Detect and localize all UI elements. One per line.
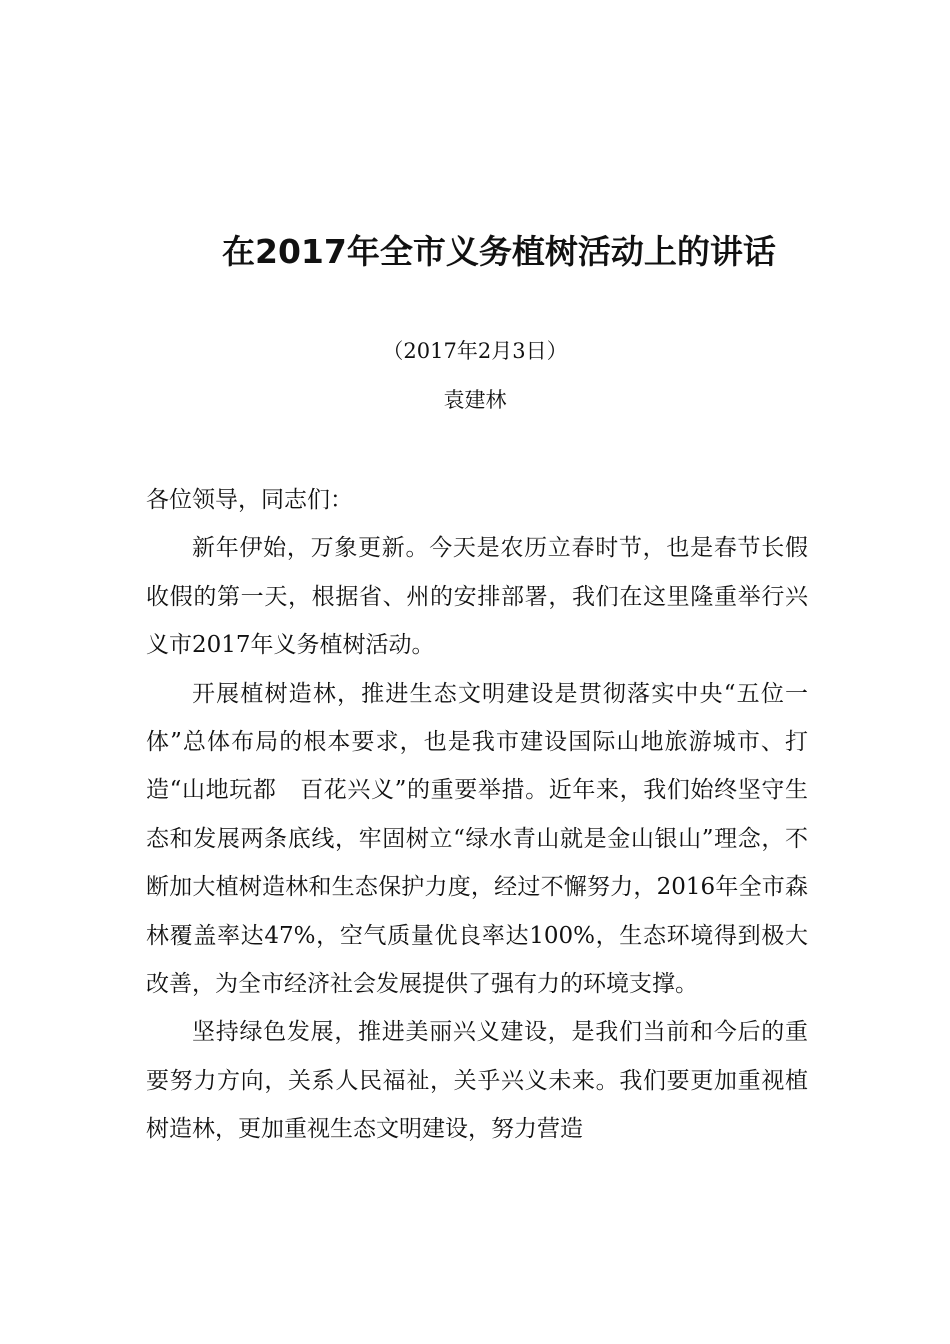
speech-author: 袁建林 — [443, 388, 507, 412]
speech-body — [146, 476, 808, 1154]
paragraph-3: 坚持绿色发展，推进美丽兴义建设，是我们当前和今后的重要努力方向，关系人民福祉，关乎兴义未来。我们要更加重视植树造林，更加重视生态文明建设，努力营造 — [146, 1019, 808, 1143]
paragraph-1: 新年伊始，万象更新。今天是农历立春时节，也是春节长假收假的第一天，根据省、州的安排部署，我们在这里隆重举行兴义市2017年义务植树活动。 — [146, 535, 808, 659]
paragraph-2: 开展植树造林，推进生态文明建设是贯彻落实中央“五位一体”总体布局的根本要求，也是我市建设国际山地旅游城市、打造“山地玩都 百花兴义”的重要举措。近年来，我们始终坚守生态和发展两条底线，牢固树立“绿水青山就是金山银山”理念，不断加大植树造林和生态保护力度，经过不懈努力，2016年全市森林覆盖率达47%，空气质量优良率达100%，生态环境得到极大改善，为全市经济社会发展提供了强有力的环境支撑。 — [146, 680, 808, 998]
speech-title: 在2017年全市义务植树活动上的讲话 — [222, 232, 776, 271]
speech-date: （2017年2月3日） — [382, 339, 568, 363]
salutation: 各位领导，同志们： — [146, 487, 353, 513]
